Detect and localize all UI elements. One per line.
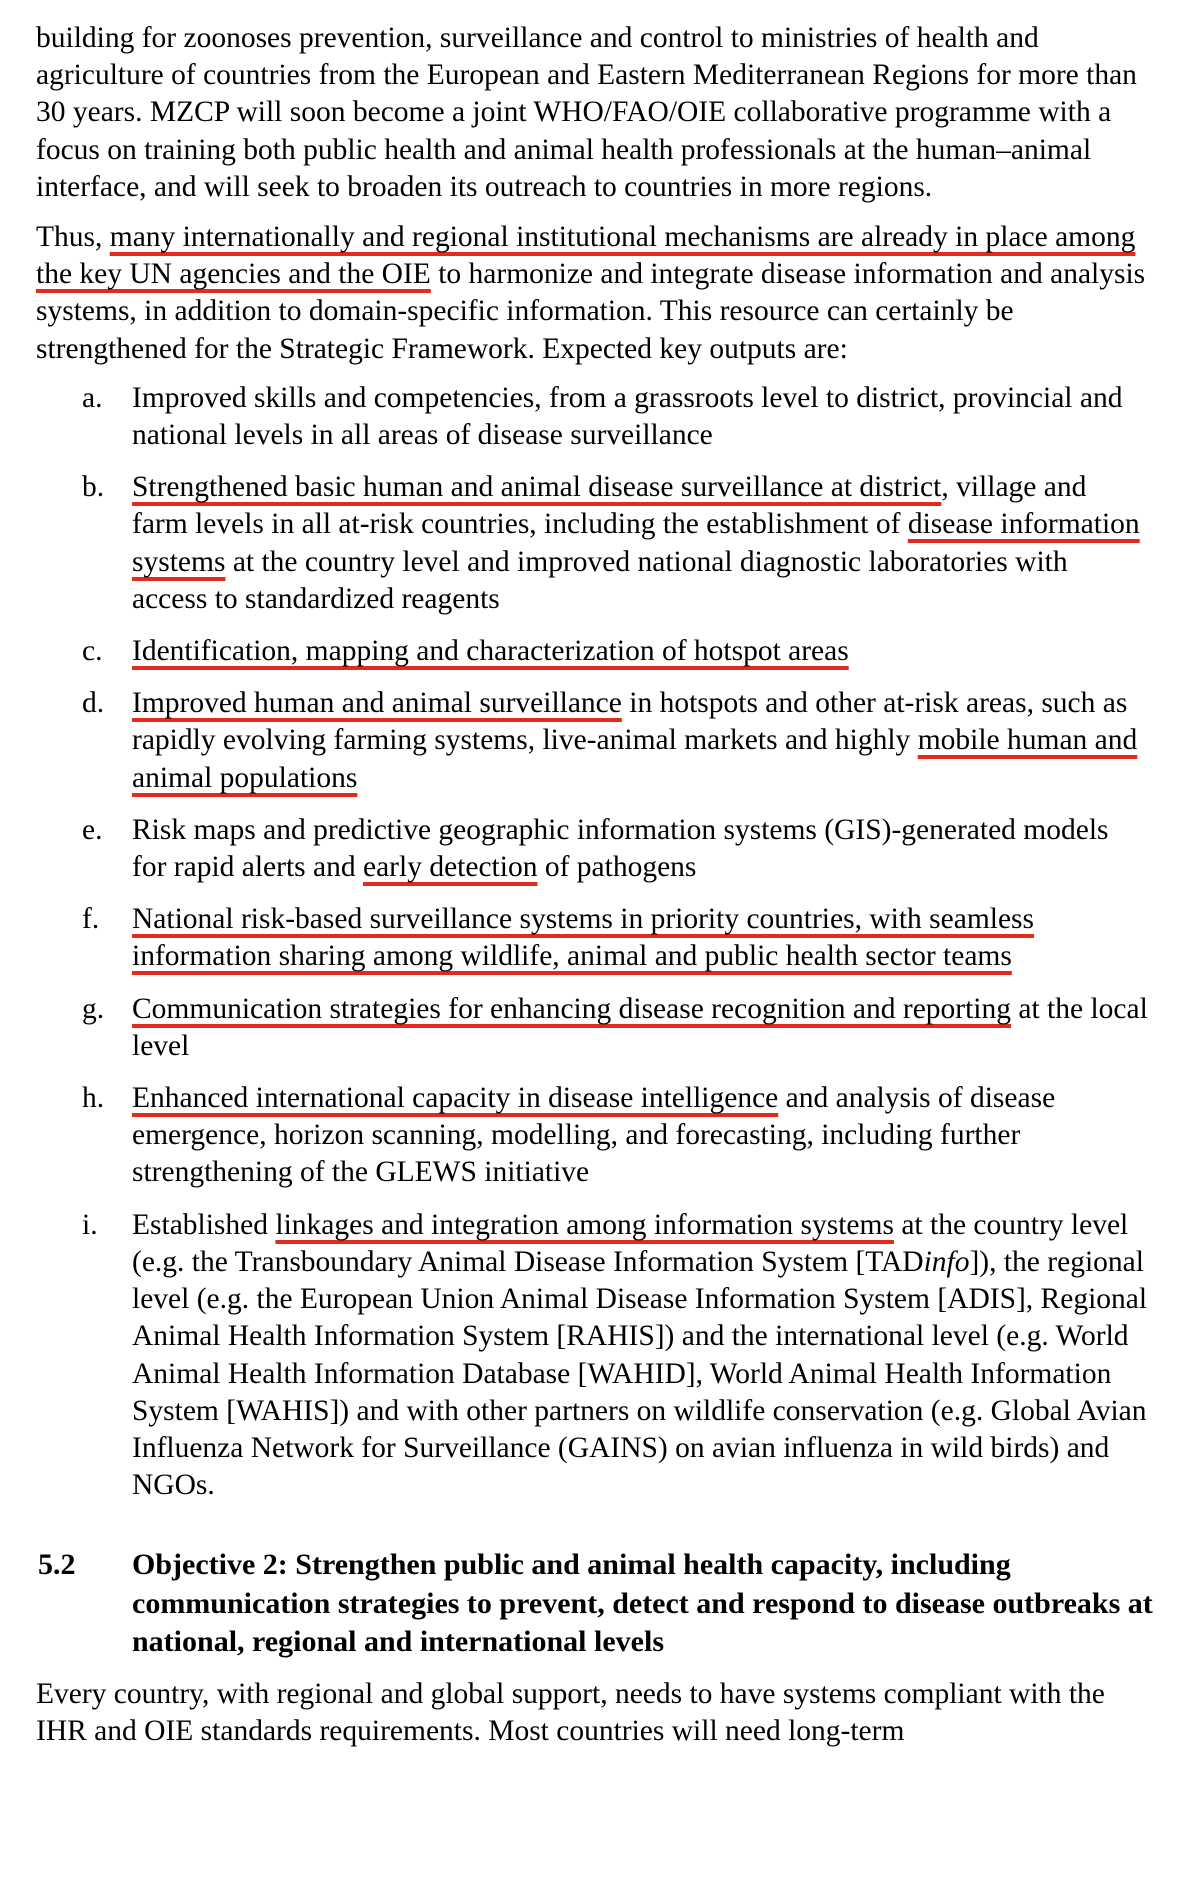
list-item-text	[132, 812, 1156, 886]
list-marker: d.	[82, 687, 105, 720]
list-item-text	[132, 685, 1156, 797]
expected-outputs-list	[36, 380, 1156, 1504]
highlight-text: Improved human and animal surveillance	[132, 687, 622, 720]
list-marker: b.	[82, 471, 105, 504]
document-page	[36, 20, 1156, 1750]
list-marker: g.	[82, 992, 105, 1025]
highlight-text: Communication strategies for enhancing disease recognition and reporting	[132, 992, 1012, 1025]
plain-text: at the local level	[132, 992, 1148, 1062]
paragraph-mzcp: building for zoonoses prevention, surveillance and control to ministries of health and agriculture of countries from the European and Eastern Mediterranean Regions for more than 30 years. MZCP will soon become a joint WHO/FAO/OIE collaborative programme with a focus on training both public health and animal health professionals at the human–animal interface, and will seek to broaden its outreach to countries in more regions.	[36, 22, 1137, 203]
list-item-e	[36, 812, 1156, 886]
section-number: 5.2	[38, 1548, 76, 1582]
list-item-text	[132, 469, 1156, 618]
list-item-text	[132, 1080, 1156, 1192]
highlight-text: disease information systems	[132, 508, 1140, 578]
list-item-a	[36, 380, 1156, 454]
list-item-g	[36, 991, 1156, 1065]
list-marker: e.	[82, 813, 103, 846]
list-marker: a.	[82, 381, 103, 414]
highlight-text: Enhanced international capacity in disease intelligence	[132, 1082, 779, 1115]
italic-text: info	[923, 1245, 970, 1278]
list-marker: h.	[82, 1082, 105, 1115]
list-item-i	[36, 1207, 1156, 1505]
list-item-text: Improved skills and competencies, from a grassroots level to district, provincial and national levels in all areas of disease surveillance	[132, 381, 1123, 452]
paragraph-mechanisms	[36, 219, 1156, 368]
highlight-mechanisms: many internationally and regional institutional mechanisms are already in place among the key UN agencies and the OIE	[36, 221, 1136, 291]
plain-text: of pathogens	[537, 851, 697, 884]
list-item-d	[36, 685, 1156, 797]
plain-text: and analysis of disease emergence, horizon scanning, modelling, and forecasting, including further strengthening of the GLEWS initiative	[132, 1082, 1056, 1189]
highlight-text: Strengthened basic human and animal disease surveillance at district	[132, 471, 942, 504]
plain-text: in hotspots and other at-risk areas, such as rapidly evolving farming systems, live-animal markets and highly	[132, 687, 1128, 757]
highlight-text: Identification, mapping and characterization of hotspot areas	[132, 635, 849, 668]
list-item-f	[36, 901, 1156, 975]
plain-text: Established	[132, 1208, 276, 1241]
plain-text: , village and farm levels in all at-risk countries, including the establishment of	[132, 471, 1087, 541]
section-title: Objective 2: Strengthen public and animal health capacity, including communication strategies to prevent, detect and respond to disease outbreaks at national, regional and international levels	[132, 1548, 1153, 1659]
list-item-b	[36, 469, 1156, 618]
list-item-text	[132, 1207, 1156, 1505]
plain-text: at the country level (e.g. the Transboundary Animal Disease Information System [TAD	[132, 1208, 1129, 1278]
list-marker: i.	[82, 1208, 98, 1241]
list-marker: c.	[82, 635, 103, 668]
highlight-text: mobile human and animal populations	[132, 724, 1138, 794]
plain-text: at the country level and improved national diagnostic laboratories with access to standardized reagents	[132, 545, 1068, 615]
highlight-text: linkages and integration among information systems	[275, 1208, 894, 1241]
paragraph-mechanisms-rest: to harmonize and integrate disease information and analysis systems, in addition to domain-specific information. This resource can certainly be strengthened for the Strategic Framework. Expected key outputs are:	[36, 258, 1146, 365]
highlight-text: early detection	[363, 851, 538, 884]
section-heading	[36, 1546, 1156, 1662]
list-marker: f.	[82, 903, 100, 936]
plain-text: ]), the regional level (e.g. the European Union Animal Disease Information System [ADIS], Regional Animal Health Information System [RAHIS]) and the international level (e.g. World Animal Health Information Database [WAHID], World Animal Health Information System [WAHIS]) and with other partners on wildlife conservation (e.g. Global Avian Influenza Network for Surveillance (GAINS) on avian influenza in wild birds) and NGOs.	[132, 1245, 1148, 1502]
list-item-text	[132, 901, 1156, 975]
plain-text: Risk maps and predictive geographic information systems (GIS)-generated models for rapid alerts and	[132, 813, 1109, 884]
list-item-h	[36, 1080, 1156, 1192]
paragraph-compliance: Every country, with regional and global support, needs to have systems compliant with the IHR and OIE standards requirements. Most countries will need long-term	[36, 1677, 1105, 1748]
paragraph-mechanisms-lead: Thus,	[36, 221, 110, 254]
list-item-text	[132, 991, 1156, 1065]
list-item-c	[36, 633, 1156, 670]
highlight-text: National risk-based surveillance systems in priority countries, with seamless information sharing among wildlife, animal and public health sector teams	[132, 903, 1035, 973]
list-item-text	[132, 633, 1156, 670]
